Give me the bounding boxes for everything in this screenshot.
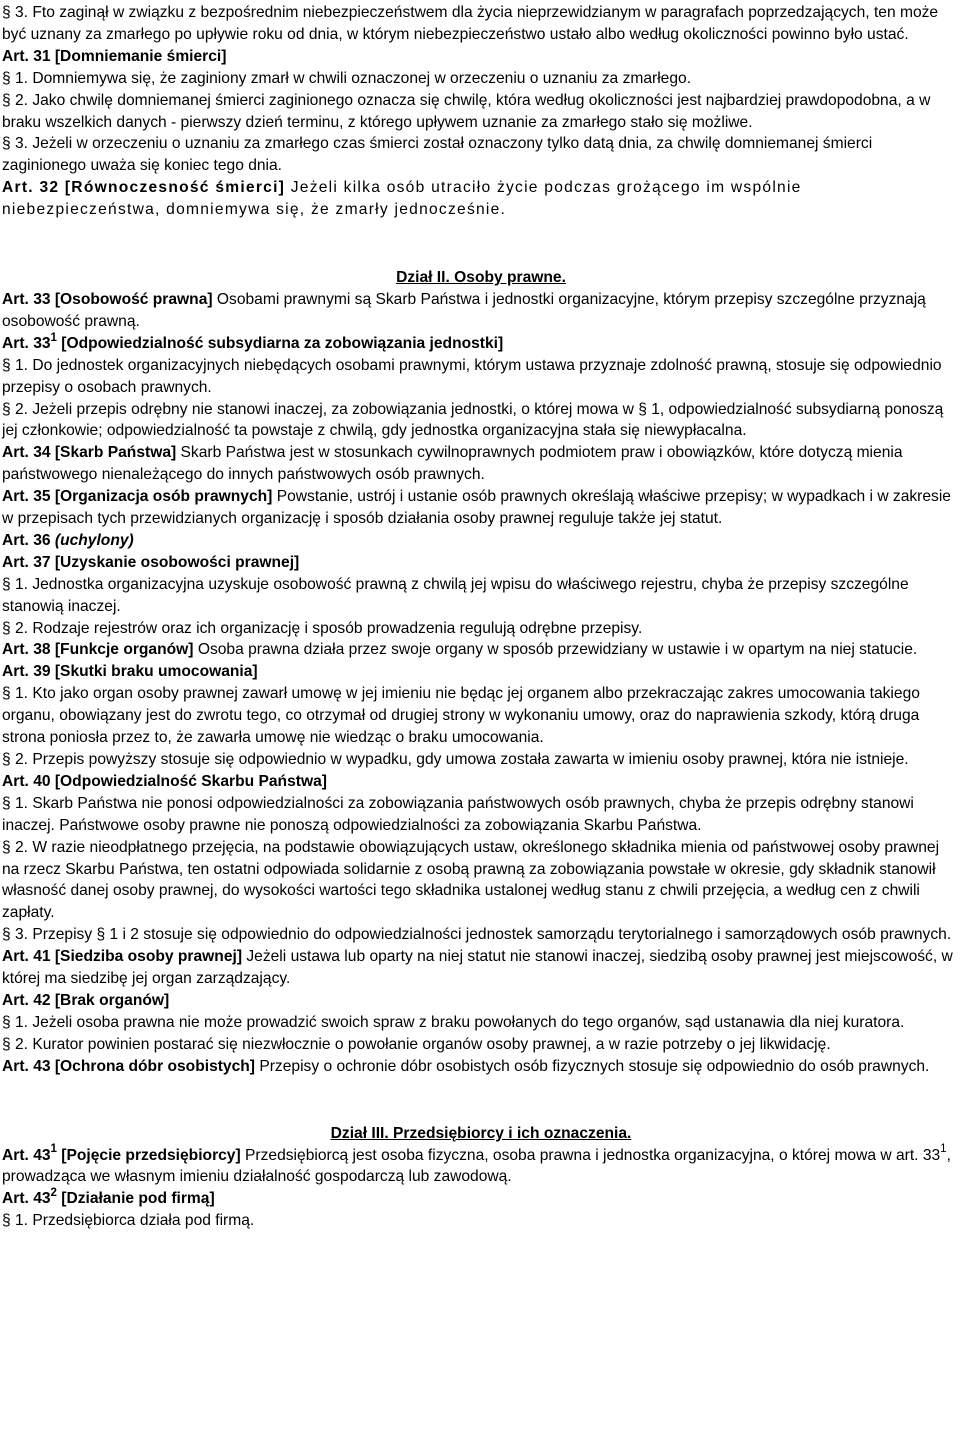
art42-par1: § 1. Jeżeli osoba prawna nie może prowadzić swoich spraw z braku powołanych do tego organów, sąd ustanawia dla niej kuratora. [2,1013,905,1031]
art43-1-text-post: , prowadząca we własnym imieniu działalność gospodarczą lub zawodową. [2,1146,951,1186]
art39-par2: § 2. Przepis powyższy stosuje się odpowiednio w wypadku, gdy umowa została zawarta w imieniu osoby prawnej, która nie istnieje. [2,751,909,768]
art39-par1: § 1. Kto jako organ osoby prawnej zawarł umowę w jej imieniu nie będąc jej organem albo przekraczając zakres umocowania takiego organu, obowiązany jest do zwrotu tego, co otrzymał od drugiej strony w wykonaniu umowy, oraz do naprawienia szkody, którą druga strona poniosła przez to, że zawarła umowę nie wiedząc o braku umocowania. [2,685,920,747]
art40-heading: Art. 40 [Odpowiedzialność Skarbu Państwa] [2,772,327,790]
art34 [2,442,960,486]
art43 [2,1056,960,1078]
art41 [2,946,960,990]
art38-heading: Art. 38 [Funkcje organów] [2,641,194,659]
art43-2-par1: § 1. Przedsiębiorca działa pod firmą. [2,1212,255,1230]
art37-heading: Art. 37 [Uzyskanie osobowości prawnej] [2,553,300,571]
art40-par1: § 1. Skarb Państwa nie ponosi odpowiedzialności za zobowiązania państwowych osób prawnych, chyba że przepis odrębny stanowi inaczej. Państwowe osoby prawne nie ponoszą odpowiedzialności za zobowiązania Skarbu Państwa. [2,794,914,834]
art43-1-heading [2,1143,241,1164]
art33-1-sup: 1 [50,331,57,344]
art43-2-sup: 2 [50,1187,57,1200]
art31-par2: § 2. Jako chwilę domniemanej śmierci zaginionego oznacza się chwilę, która według okoliczności jest najbardziej prawdopodobna, a w braku wszelkich danych - pierwszy dzień terminu, z którego upływem uznanie za zmarłego stało się możliwe. [2,91,931,131]
art40-par2: § 2. W razie nieodpłatnego przejęcia, na podstawie obowiązujących ustaw, określonego składnika mienia od państwowej osoby prawnej na rzecz Skarbu Państwa, ten ostatni odpowiada solidarnie z osobą prawną za zobowiązania powstałe w okresie, gdy składnik stanowił własność danej osoby prawnej, do wysokości wartości tego składnika ustalonej według stanu z chwili przejęcia, a według cen z chwili zapłaty. [2,838,940,922]
art32-heading: Art. 32 [Równoczesność śmierci] [2,179,286,197]
art33-1-heading [2,333,960,355]
spacer [2,221,960,267]
art42-heading: Art. 42 [Brak organów] [2,991,170,1009]
art33-1-par1: § 1. Do jednostek organizacyjnych niebędących osobami prawnymi, którym ustawa przyznaje zdolność prawną, stosuje się odpowiednio przepisy o osobach prawnych. [2,356,942,396]
art42-par2: § 2. Kurator powinien postarać się niezwłocznie o powołanie organów osoby prawnej, a w razie potrzeby o jej likwidację. [2,1035,831,1053]
art33-1-heading-pre: Art. 33 [2,334,51,352]
art38 [2,639,960,661]
art34-heading: Art. 34 [Skarb Państwa] [2,444,177,462]
dzial3-heading: Dział III. Przedsiębiorcy i ich oznaczenia. [330,1124,632,1142]
art37-par1: § 1. Jednostka organizacyjna uzyskuje osobowość prawną z chwilą jej wpisu do właściwego rejestru, chyba że przepisy szczególne stanowią inaczej. [2,575,909,615]
spacer [2,1078,960,1123]
art43-1-heading-pre: Art. 43 [2,1146,51,1164]
art43-1-text-sup: 1 [940,1143,947,1156]
dzial2-heading: Dział II. Osoby prawne. [396,269,566,287]
art33-1-par2: § 2. Jeżeli przepis odrębny nie stanowi inaczej, za zobowiązania jednostki, o której mowa w § 1, odpowiedzialność subsydiarną ponoszą jej członkowie; odpowiedzialność ta powstaje z chwilą, gdy jednostka organizacyjna stała się niewypłacalna. [2,400,944,440]
art36 [2,530,960,552]
art33-text: Osobami prawnymi są Skarb Państwa i jednostki organizacyjne, którym przepisy szczególne przyznają osobowość prawną. [2,290,926,330]
art31-par3: § 3. Jeżeli w orzeczeniu o uznaniu za zmarłego czas śmierci został oznaczony tylko datą dnia, za chwilę domniemanej śmierci zaginionego uważa się koniec tego dnia. [2,135,873,175]
art43-text: Przepisy o ochronie dóbr osobistych osób fizycznych stosuje się odpowiednio do osób prawnych. [255,1057,930,1075]
art36-heading: Art. 36 [2,531,51,549]
art33-1-heading-post: [Odpowiedzialność subsydiarna za zobowiązania jednostki] [56,334,504,352]
art31-par1: § 1. Domniemywa się, że zaginiony zmarł w chwili oznaczonej w orzeczeniu o uznaniu za zmarłego. [2,69,692,87]
art37-par2: § 2. Rodzaje rejestrów oraz ich organizację i sposób prowadzenia regulują odrębne przepisy. [2,619,643,637]
art38-text: Osoba prawna działa przez swoje organy w sposób przewidziany w ustawie i w opartym na niej statucie. [193,641,918,659]
art43-2-heading-pre: Art. 43 [2,1190,51,1208]
art35 [2,486,960,530]
art43-2-heading [2,1188,960,1210]
art35-text: Powstanie, ustrój i ustanie osób prawnych określają właściwe przepisy; w wypadkach i w zakresie w przepisach tych przewidzianych organizację i sposób działania osoby prawnej reguluje także jej statut. [2,488,951,528]
art36-note: (uchylony) [54,531,134,549]
art31-heading: Art. 31 [Domniemanie śmierci] [2,47,227,65]
art41-heading: Art. 41 [Siedziba osoby prawnej] [2,948,243,966]
art32 [2,177,960,221]
art33 [2,289,960,333]
art34-text: Skarb Państwa jest w stosunkach cywilnoprawnych podmiotem praw i obowiązków, które dotyczą mienia państwowego nienależącego do innych państwowych osób prawnych. [2,444,903,484]
art30-par3: § 3. Fto zaginął w związku z bezpośrednim niebezpieczeństwem dla życia nieprzewidzianym w paragrafach poprzedzających, ten może być uznany za zmarłego po upływie roku od dnia, w którym niebezpieczeństwo ustało albo według okoliczności powinno było ustać. [2,4,939,43]
art43-1-heading-post: [Pojęcie przedsiębiorcy] [56,1146,241,1164]
art35-heading: Art. 35 [Organizacja osób prawnych] [2,488,273,506]
art43-1-text-pre: Przedsiębiorcą jest osoba fizyczna, osoba prawna i jednostka organizacyjna, o której mowa w art. 33 [240,1146,941,1164]
art39-heading: Art. 39 [Skutki braku umocowania] [2,663,258,681]
art32-text: Jeżeli kilka osób utraciło życie podczas grożącego im wspólnie niebezpieczeństwa, domniemywa się, że zmarły jednocześnie. [2,179,802,219]
art43-1 [2,1145,960,1189]
art33-heading: Art. 33 [Osobowość prawna] [2,290,213,308]
art43-heading: Art. 43 [Ochrona dóbr osobistych] [2,1057,255,1075]
art43-1-sup: 1 [50,1143,57,1156]
art41-text: Jeżeli ustawa lub oparty na niej statut nie stanowi inaczej, siedzibą osoby prawnej jest miejscowość, w której ma siedzibę jej organ zarządzający. [2,948,953,988]
art40-par3: § 3. Przepisy § 1 i 2 stosuje się odpowiednio do odpowiedzialności jednostek samorządu terytorialnego i samorządowych osób prawnych. [2,926,952,944]
art43-2-heading-post: [Działanie pod firmą] [56,1190,215,1208]
